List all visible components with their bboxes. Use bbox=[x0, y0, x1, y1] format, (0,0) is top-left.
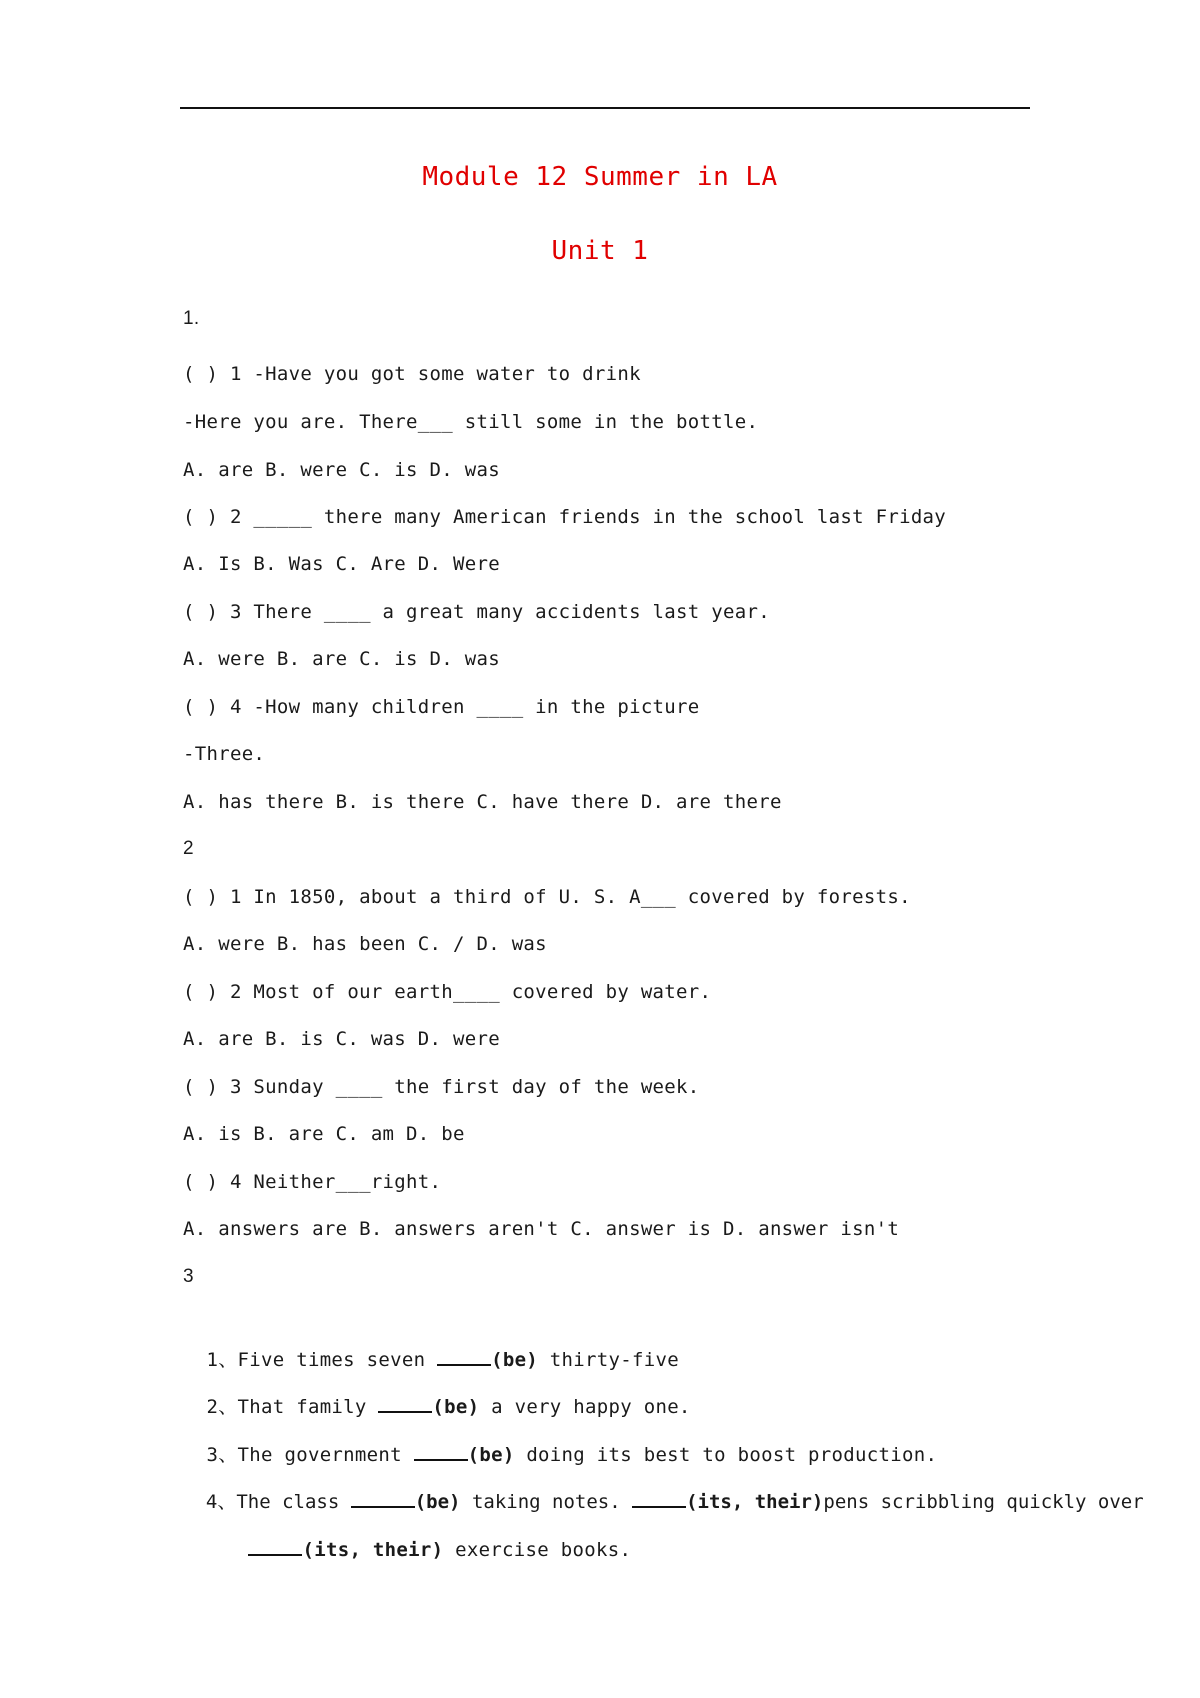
unit-title: Unit 1 bbox=[551, 236, 649, 266]
question-line: ( ) 3 There ____ a great many accidents last year. bbox=[183, 601, 770, 623]
section-3-number: 3 bbox=[183, 1266, 194, 1287]
item-hint: (be) bbox=[432, 1396, 480, 1418]
question-line: ( ) 2 Most of our earth____ covered by water. bbox=[183, 981, 712, 1003]
answer-blank bbox=[351, 1486, 415, 1508]
section-2-number: 2 bbox=[183, 838, 194, 859]
options-line: A. are B. were C. is D. was bbox=[183, 459, 500, 481]
question-line: ( ) 1 -Have you got some water to drink bbox=[183, 363, 641, 385]
options-line: A. has there B. is there C. have there D. are there bbox=[183, 791, 782, 813]
answer-blank bbox=[414, 1439, 468, 1461]
answer-blank bbox=[632, 1486, 686, 1508]
answer-blank bbox=[248, 1534, 302, 1556]
question-line: ( ) 1 In 1850, about a third of U. S. A___ covered by forests. bbox=[183, 886, 911, 908]
fill-in-item bbox=[183, 1320, 679, 1372]
page-header-rule bbox=[180, 107, 1030, 109]
item-hint: (its, their) bbox=[686, 1491, 824, 1513]
item-text: 3、The government bbox=[206, 1444, 414, 1466]
item-text: exercise books. bbox=[443, 1539, 632, 1561]
item-text: 2、That family bbox=[206, 1396, 379, 1418]
options-line: A. answers are B. answers aren't C. answer is D. answer isn't bbox=[183, 1218, 900, 1240]
question-line: ( ) 4 -How many children ____ in the picture bbox=[183, 696, 700, 718]
item-text: 1、Five times seven bbox=[206, 1349, 438, 1371]
item-text: doing its best to boost production. bbox=[514, 1444, 938, 1466]
item-hint: (be) bbox=[467, 1444, 515, 1466]
question-line: ( ) 3 Sunday ____ the first day of the week. bbox=[183, 1076, 700, 1098]
options-line: A. were B. has been C. / D. was bbox=[183, 933, 547, 955]
fill-in-item-continued bbox=[225, 1510, 631, 1562]
fill-in-item bbox=[183, 1462, 1144, 1514]
fill-in-item bbox=[183, 1367, 691, 1419]
module-title: Module 12 Summer in LA bbox=[422, 162, 778, 192]
options-line: A. is B. are C. am D. be bbox=[183, 1123, 465, 1145]
options-line: A. Is B. Was C. Are D. Were bbox=[183, 553, 500, 575]
item-hint: (its, their) bbox=[302, 1539, 444, 1561]
item-text: 4、The class bbox=[205, 1491, 351, 1513]
answer-line: -Three. bbox=[183, 743, 266, 765]
options-line: A. were B. are C. is D. was bbox=[183, 648, 500, 670]
item-text: pens scribbling quickly over bbox=[823, 1491, 1144, 1513]
answer-blank bbox=[378, 1391, 432, 1413]
options-line: A. are B. is C. was D. were bbox=[183, 1028, 500, 1050]
question-line: ( ) 4 Neither___right. bbox=[183, 1171, 442, 1193]
answer-blank bbox=[437, 1344, 491, 1366]
section-1-number: 1. bbox=[183, 308, 200, 329]
fill-in-item bbox=[183, 1415, 937, 1467]
item-hint: (be) bbox=[491, 1349, 539, 1371]
item-text: a very happy one. bbox=[479, 1396, 691, 1418]
item-hint: (be) bbox=[414, 1491, 461, 1513]
item-text: taking notes. bbox=[460, 1491, 633, 1513]
question-line: -Here you are. There___ still some in the bottle. bbox=[183, 411, 759, 433]
item-text: thirty-five bbox=[538, 1349, 679, 1371]
question-line: ( ) 2 _____ there many American friends in the school last Friday bbox=[183, 506, 947, 528]
